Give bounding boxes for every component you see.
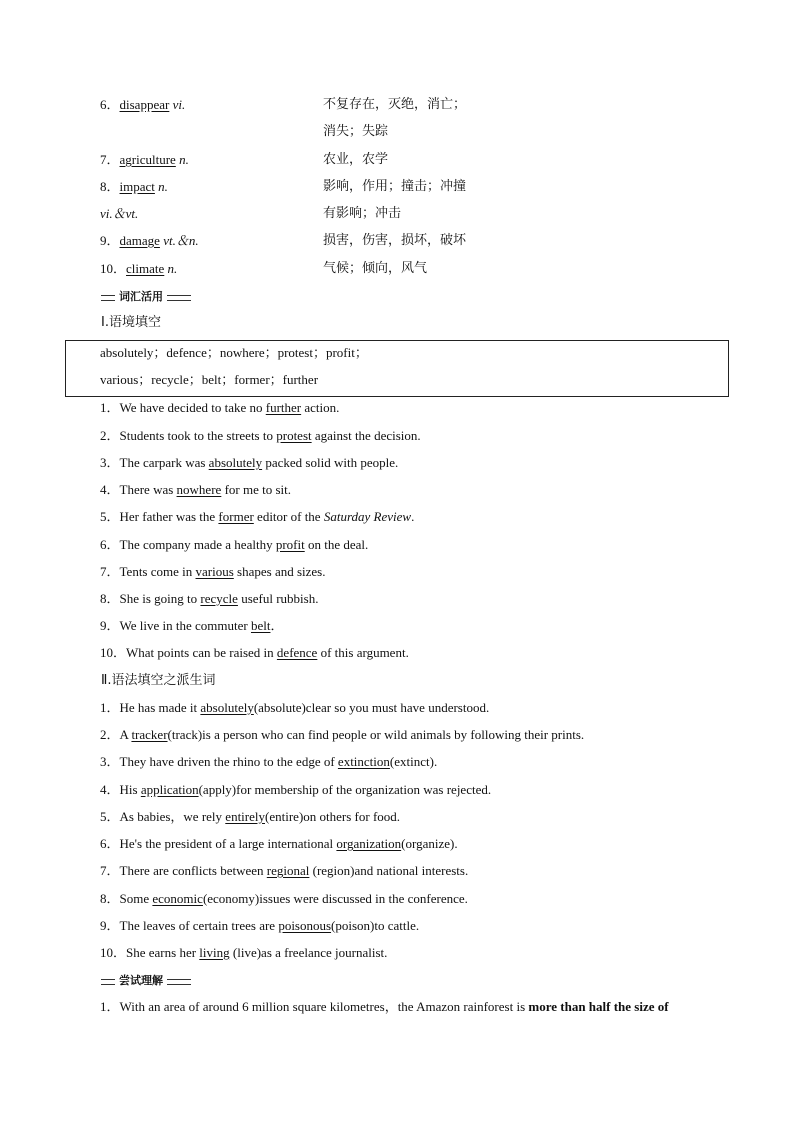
vocab-meaning: 损害，伤害，损坏，破坏 xyxy=(323,233,467,248)
exercise-item: 5．Her father was the former editor of the Saturday Review. xyxy=(100,509,415,524)
exercise-item: 3．The carpark was absolutely packed solid with people. xyxy=(100,455,399,470)
vocab-meaning: 有影响；冲击 xyxy=(323,206,402,221)
section-badge: 尝试理解 xyxy=(101,974,191,988)
vocab-meaning: 消失；失踪 xyxy=(323,124,389,139)
word-bank-line: absolutely；defence；nowhere；protest；profit； xyxy=(100,345,368,360)
exercise-item: 6．The company made a healthy profit on the deal. xyxy=(100,537,369,552)
vocab-item: 7．agriculture n. xyxy=(100,152,189,167)
answer: application xyxy=(140,782,199,797)
vocab-item: 8．impact n. xyxy=(100,179,168,194)
vocab-item: 6．disappear vi. xyxy=(100,97,186,112)
vocab-meaning: 不复存在，灭绝，消亡； xyxy=(323,97,467,112)
exercise-item: 8．She is going to recycle useful rubbish. xyxy=(100,591,319,606)
answer: absolutely xyxy=(200,700,254,715)
section-title: Ⅰ.语境填空 xyxy=(101,315,161,330)
exercise-item: 3．They have driven the rhino to the edge of extinction(extinct). xyxy=(100,754,438,769)
exercise-item: 5．As babies，we rely entirely(entire)on others for food. xyxy=(100,809,401,824)
vocab-pos: vi.＆vt. xyxy=(100,206,139,221)
exercise-item: 2．A tracker(track)is a person who can find people or wild animals by following their prints. xyxy=(100,727,585,742)
answer: profit xyxy=(275,537,305,552)
exercise-item: 10．She earns her living (live)as a freelance journalist. xyxy=(100,945,388,960)
answer: entirely xyxy=(225,809,266,824)
answer: regional xyxy=(266,863,310,878)
exercise-item: 1．He has made it absolutely(absolute)clear so you must have understood. xyxy=(100,700,490,715)
word-bank-box xyxy=(65,340,729,397)
vocab-meaning: 农业，农学 xyxy=(323,152,389,167)
reading-item: 1．With an area of around 6 million square kilometres，the Amazon rainforest is more than half the size of xyxy=(100,999,669,1014)
answer: nowhere xyxy=(176,482,222,497)
exercise-item: 6．He's the president of a large international organization(organize). xyxy=(100,836,458,851)
answer: defence xyxy=(276,645,318,660)
vocab-meaning: 影响，作用；撞击；冲撞 xyxy=(323,179,467,194)
exercise-item: 9．We live in the commuter belt． xyxy=(100,618,284,633)
answer: protest xyxy=(276,428,312,443)
vocab-meaning: 气候；倾向，风气 xyxy=(323,261,428,276)
answer: organization xyxy=(336,836,402,851)
exercise-item: 7．There are conflicts between regional (region)and national interests. xyxy=(100,863,469,878)
answer: poisonous xyxy=(278,918,332,933)
answer: recycle xyxy=(200,591,238,606)
exercise-item: 8．Some economic(economy)issues were discussed in the conference. xyxy=(100,891,468,906)
answer: belt xyxy=(250,618,271,633)
word-bank-line: various；recycle；belt；former；further xyxy=(100,372,319,387)
vocab-item: 9．damage vt.＆n. xyxy=(100,233,199,248)
answer: extinction xyxy=(337,754,390,769)
answer: various xyxy=(195,564,234,579)
vocab-item: 10．climate n. xyxy=(100,261,178,276)
answer: living xyxy=(199,945,230,960)
answer: tracker xyxy=(131,727,168,742)
exercise-item: 7．Tents come in various shapes and sizes. xyxy=(100,564,326,579)
exercise-item: 4．There was nowhere for me to sit. xyxy=(100,482,291,497)
exercise-item: 10．What points can be raised in defence of this argument. xyxy=(100,645,409,660)
section-badge: 词汇活用 xyxy=(101,290,191,304)
exercise-item: 1．We have decided to take no further action. xyxy=(100,400,340,415)
answer: economic xyxy=(152,891,203,906)
answer: absolutely xyxy=(208,455,263,470)
exercise-item: 9．The leaves of certain trees are poisonous(poison)to cattle. xyxy=(100,918,420,933)
answer: further xyxy=(265,400,302,415)
answer: former xyxy=(218,509,254,524)
section-title: Ⅱ.语法填空之派生词 xyxy=(101,673,216,688)
exercise-item: 4．His application(apply)for membership of the organization was rejected. xyxy=(100,782,492,797)
exercise-item: 2．Students took to the streets to protest against the decision. xyxy=(100,428,421,443)
